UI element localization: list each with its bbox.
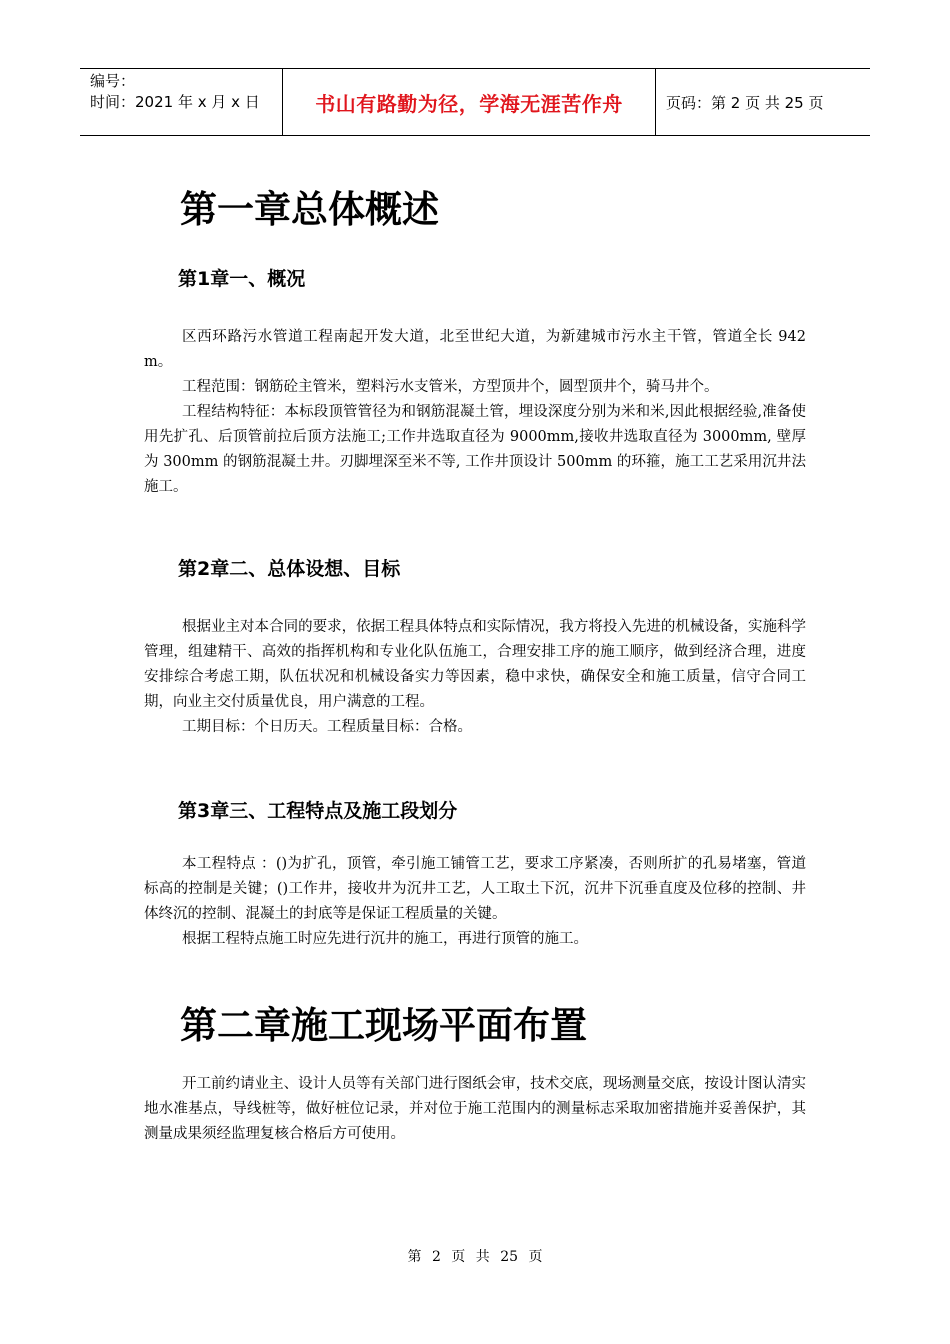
paragraph: 工程结构特征：本标段顶管管径为和钢筋混凝土管，埋设深度分别为米和米,因此根据经验,准备使用先扩孔、后顶管前拉后顶方法施工;工作井选取直径为 9000mm,接收井选取直径为 3000mm, 壁厚为 300mm 的钢筋混凝土井。刃脚埋深至米不等, 工作井顶设计 500mm 的环箍，施工工艺采用沉井法施工。	[144, 404, 806, 495]
header-page-info: 页码：第 2 页 共 25 页	[666, 93, 824, 112]
section-3-body	[144, 852, 806, 952]
document-number-label: 编号：	[90, 72, 136, 90]
document-time-label: 时间：2021 年 x 月 x 日	[90, 93, 260, 111]
paragraph: 区西环路污水管道工程南起开发大道，北至世纪大道，为新建城市污水主干管，管道全长 942m。	[144, 329, 806, 370]
header-meta	[80, 69, 282, 135]
section-1-body	[144, 325, 806, 500]
header-motto: 书山有路勤为径，学海无涯苦作舟	[282, 69, 656, 135]
chapter-2-body	[144, 1072, 806, 1147]
document-body	[144, 180, 806, 1147]
paragraph: 开工前约请业主、设计人员等有关部门进行图纸会审，技术交底，现场测量交底，按设计图认清实地水准基点，导线桩等，做好桩位记录，并对位于施工范围内的测量标志采取加密措施并妥善保护，其测量成果须经监理复核合格后方可使用。	[144, 1076, 806, 1142]
section-3-title: 第3章三、工程特点及施工段划分	[178, 800, 458, 822]
chapter-1-title: 第一章总体概述	[180, 188, 439, 231]
section-1-title: 第1章一、概况	[178, 268, 306, 290]
chapter-2-title: 第二章施工现场平面布置	[180, 1004, 587, 1047]
paragraph: 根据工程特点施工时应先进行沉井的施工，再进行顶管的施工。	[182, 931, 588, 947]
paragraph: 工期目标：个日历天。工程质量目标：合格。	[182, 719, 472, 735]
page-header	[80, 68, 870, 136]
paragraph: 根据业主对本合同的要求，依据工程具体特点和实际情况，我方将投入先进的机械设备，实施科学管理，组建精干、高效的指挥机构和专业化队伍施工，合理安排工序的施工顺序，做到经济合理，进度安排综合考虑工期，队伍状况和机械设备实力等因素，稳中求快，确保安全和施工质量，信守合同工期，向业主交付质量优良，用户满意的工程。	[144, 619, 806, 710]
section-2-title: 第2章二、总体设想、目标	[178, 558, 401, 580]
section-2-body	[144, 615, 806, 740]
page-footer: 第 2 页 共 25 页	[407, 1249, 543, 1265]
paragraph: 工程范围：钢筋砼主管米，塑料污水支管米，方型顶井个，圆型顶井个，骑马井个。	[182, 379, 719, 395]
paragraph: 本工程特点 ：()为扩孔，顶管，牵引施工铺管工艺，要求工序紧凑，否则所扩的孔易堵塞，管道标高的控制是关键；()工作井，接收井为沉井工艺，人工取土下沉，沉井下沉垂直度及位移的控制、井体终沉的控制、混凝土的封底等是保证工程质量的关键。	[144, 856, 806, 922]
